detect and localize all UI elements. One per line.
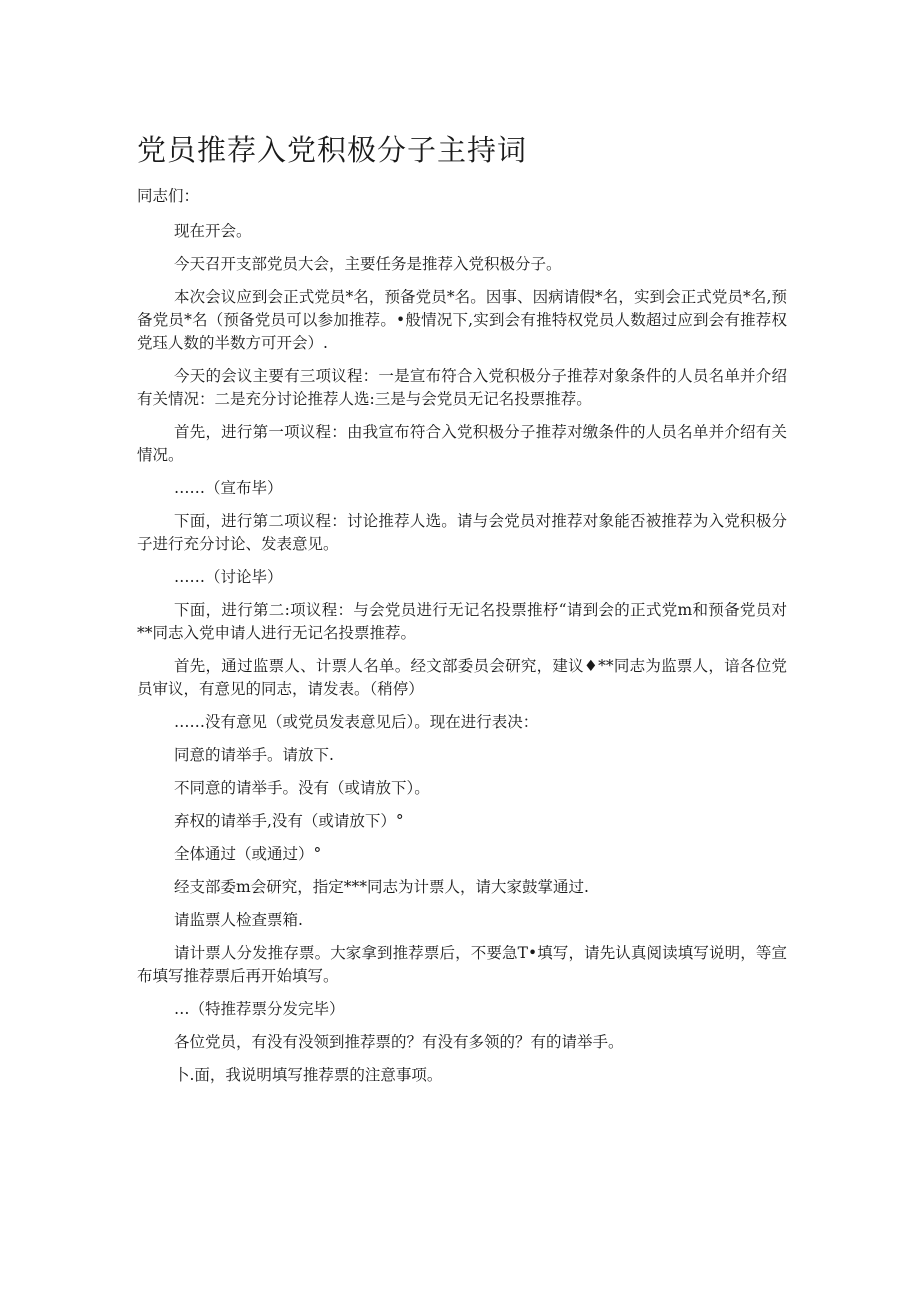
salutation: 同志们： (137, 187, 200, 205)
paragraph: 弃权的请举手,没有（或请放下）° (174, 812, 404, 830)
paragraph: ……（讨论毕） (174, 568, 283, 586)
paragraph: 不同意的请举手。没有（或请放下）。 (174, 779, 430, 797)
paragraph: 卜.面，我说明填写推荐票的注意事项。 (174, 1066, 443, 1084)
paragraph: 下面，进行第二项议程：讨论推荐人选。请与会党员对推荐对象能否被推荐为入党积极分子进行充分讨论、发表意见。 (137, 512, 787, 553)
paragraph: 同意的请举手。请放下. (174, 746, 334, 764)
paragraph: 请监票人检查票箱. (174, 911, 303, 929)
paragraph: 今天召开支部党员大会，主要任务是推荐入党积极分子。 (174, 255, 562, 273)
document-body (137, 220, 787, 1097)
paragraph: ……（宣布毕） (174, 479, 283, 497)
paragraph: 经支部委m会研究，指定***同志为计票人，请大家鼓掌通过. (174, 878, 589, 896)
paragraph: 本次会议应到会正式党员*名，预备党员*名。因事、因病请假*名，实到会正式党员*名,预备党员*名（预备党员可以参加推荐。•般情况下,实到会有推特权党员人数超过应到会有推荐权党珏人数的半数方可开会）. (137, 288, 787, 352)
paragraph: 请计票人分发推存票。大家拿到推荐票后，不要急T•填写，请先认真阅读填写说明，等宣布填写推荐票后再开始填写。 (137, 944, 787, 985)
paragraph: 首先，通过监票人、计票人名单。经文部委员会研究，建议♦**同志为监票人，谙各位党员审议，有意见的同志，请发表。（稍停） (137, 657, 787, 698)
document-title: 党员推荐入党积极分子主持词 (137, 133, 528, 167)
paragraph: 现在开会。 (174, 222, 252, 240)
paragraph: 下面，进行第二:项议程：与会党员进行无记名投票推杼“请到会的正式党m和预备党员对**同志入党申请人进行无记名投票推荐。 (137, 601, 787, 642)
paragraph: 今天的会议主要有三项议程：一是宣布符合入党积极分子推荐对象条件的人员名单并介绍有关情况：二是充分讨论推荐人选:三是与会党员无记名投票推荐。 (137, 367, 787, 408)
paragraph: …（特推荐票分发完毕） (174, 1000, 345, 1018)
paragraph: 全体通过（或通过）° (174, 845, 322, 863)
paragraph: 首先，进行第一项议程：由我宣布符合入党积极分子推荐对缴条件的人员名单并介绍有关情况。 (137, 423, 787, 464)
paragraph: 各位党员，有没有没领到推荐票的？有没有多领的？有的请举手。 (174, 1033, 624, 1051)
paragraph: ……没有意见（或党员发表意见后）。现在进行表决： (174, 713, 539, 731)
